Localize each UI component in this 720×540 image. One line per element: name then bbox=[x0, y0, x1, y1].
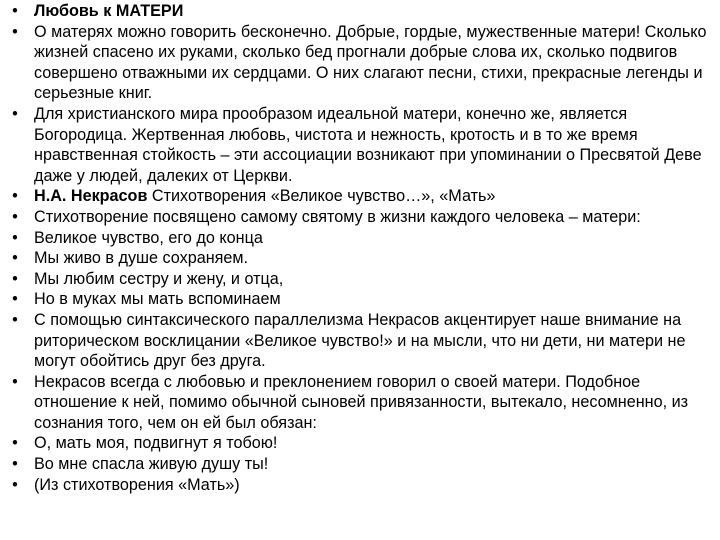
bullet-icon: • bbox=[12, 475, 18, 494]
list-item bbox=[0, 186, 720, 207]
paragraph-text: С помощью синтаксического параллелизма Некрасов акцентирует наше внимание на риторическом восклицании «Великое чувство!» и на мысли, что ни дети, ни матери не могут обойтись друг без друга. bbox=[34, 310, 686, 371]
bullet-icon: • bbox=[12, 228, 18, 247]
list-item bbox=[0, 433, 720, 454]
list-item bbox=[0, 228, 720, 249]
list-item bbox=[0, 289, 720, 310]
bullet-list bbox=[0, 1, 720, 495]
paragraph-text: Для христианского мира прообразом идеальной матери, конечно же, является Богородица. Жертвенная любовь, чистота и нежность, кротость и в то же время нравственная стойкость – эти ассоциации возникают при упоминании о Пресвятой Деве даже у людей, далеких от Церкви. bbox=[34, 104, 702, 185]
poem-line: Великое чувство, его до конца bbox=[34, 228, 263, 247]
paragraph-text: Стихотворения «Великое чувство…», «Мать» bbox=[147, 187, 496, 206]
poem-line: Мы живо в душе сохраняем. bbox=[34, 249, 249, 268]
bullet-icon: • bbox=[12, 310, 18, 329]
bullet-icon: • bbox=[12, 207, 18, 226]
list-item bbox=[0, 248, 720, 269]
list-item bbox=[0, 22, 720, 104]
poem-line: О, мать моя, подвигнут я тобою! bbox=[34, 434, 278, 453]
bullet-icon: • bbox=[12, 269, 18, 288]
bullet-icon: • bbox=[12, 2, 18, 20]
list-item bbox=[0, 310, 720, 372]
poem-line: Но в муках мы мать вспоминаем bbox=[34, 290, 281, 309]
paragraph-text: Некрасов всегда с любовью и преклонением говорил о своей матери. Подобное отношение к ней, помимо обычной сыновей привязанности, вытекало, несомненно, из сознания того, чем он ей был обязан: bbox=[34, 372, 689, 432]
poem-line: Мы любим сестру и жену, и отца, bbox=[34, 269, 284, 288]
bullet-icon: • bbox=[12, 22, 18, 41]
slide-title: Любовь к МАТЕРИ bbox=[34, 2, 184, 20]
bullet-icon: • bbox=[12, 455, 18, 474]
bullet-icon: • bbox=[12, 290, 18, 309]
bullet-icon: • bbox=[12, 434, 18, 453]
list-item bbox=[0, 104, 720, 186]
bullet-icon: • bbox=[12, 249, 18, 268]
list-item bbox=[0, 475, 720, 496]
list-item bbox=[0, 454, 720, 475]
bullet-icon: • bbox=[12, 187, 18, 206]
list-item bbox=[0, 207, 720, 228]
list-item bbox=[0, 269, 720, 290]
author-name: Н.А. Некрасов bbox=[34, 187, 148, 206]
source-note: (Из стихотворения «Мать») bbox=[34, 475, 240, 494]
list-item bbox=[0, 1, 720, 22]
poem-line: Во мне спасла живую душу ты! bbox=[34, 455, 269, 474]
list-item bbox=[0, 372, 720, 434]
bullet-icon: • bbox=[12, 104, 18, 123]
bullet-icon: • bbox=[12, 372, 18, 391]
paragraph-text: Стихотворение посвящено самому святому в жизни каждого человека – матери: bbox=[34, 207, 641, 226]
paragraph-text: О матерях можно говорить бесконечно. Добрые, гордые, мужественные матери! Сколько жизней спасено их руками, сколько бед прогнали добрые слова их, сколько подвигов совершено отважными их сердцами. О них слагают песни, стихи, прекрасные легенды и серьезные книг. bbox=[34, 22, 707, 103]
